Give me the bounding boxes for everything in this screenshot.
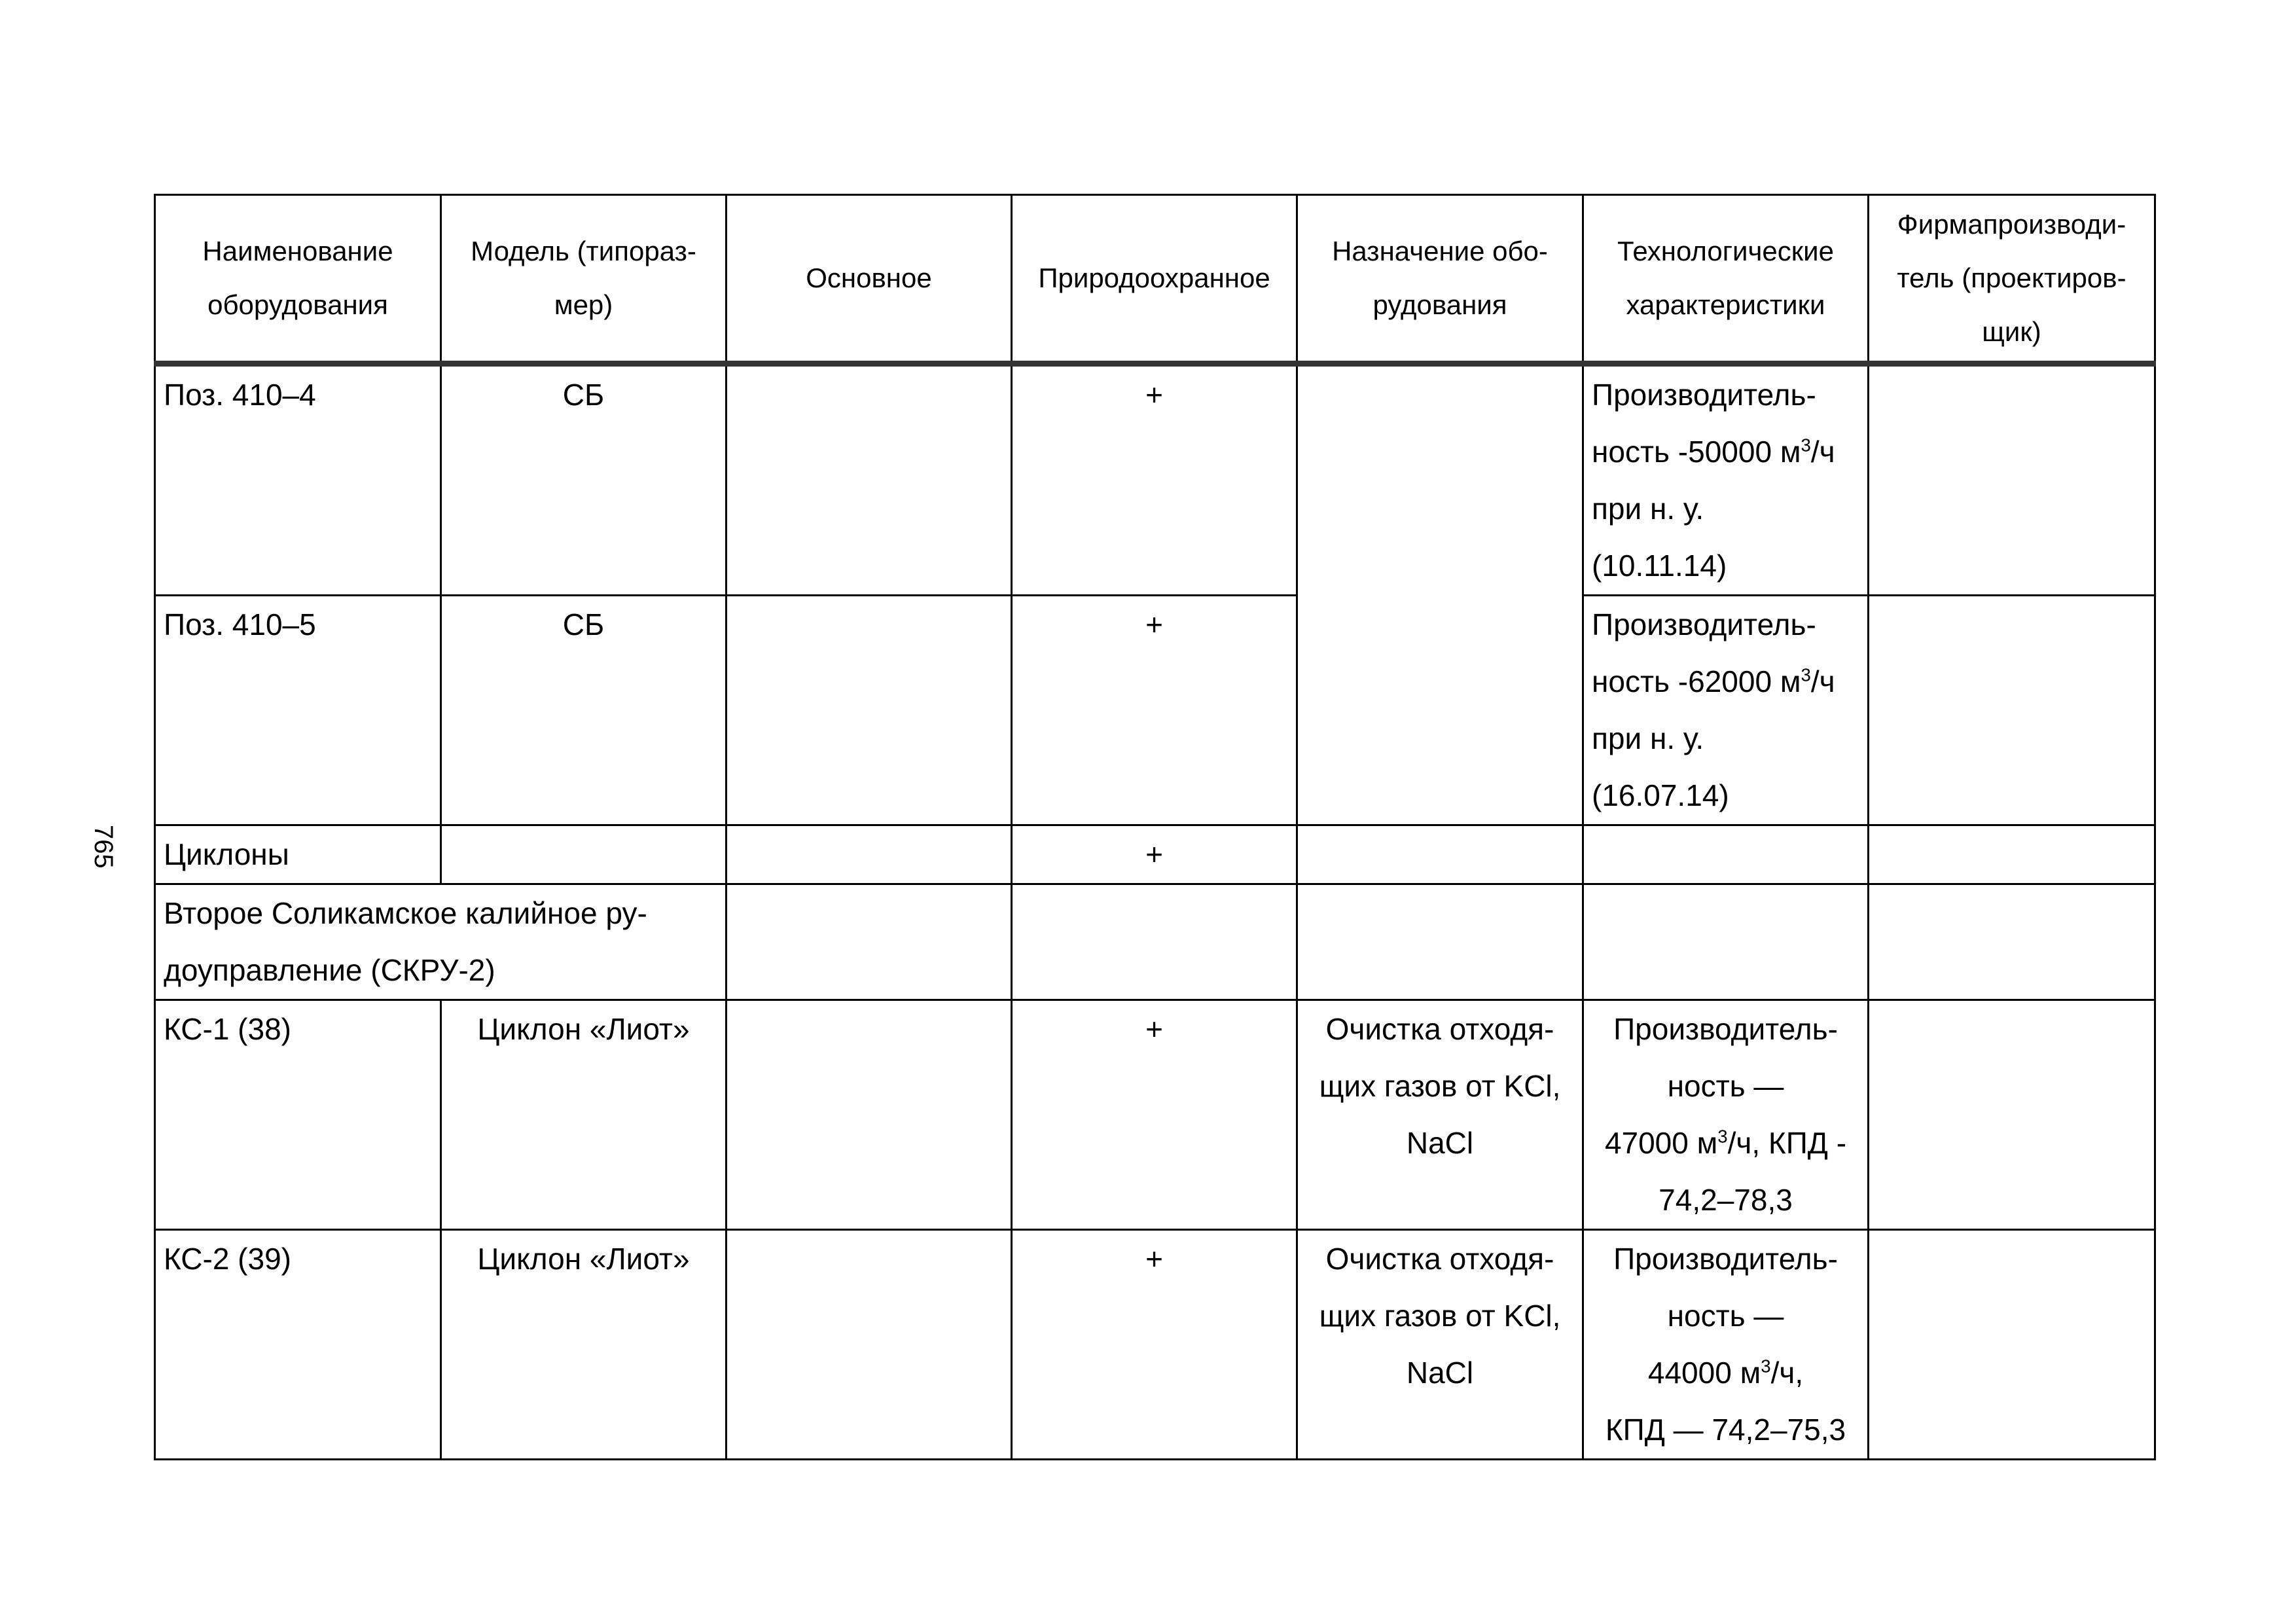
cell-name: Поз. 410–4 — [155, 364, 441, 596]
cell-name: КС-2 (39) — [155, 1230, 441, 1460]
cell-main — [726, 1000, 1012, 1230]
cell-model: Циклон «Лиот» — [441, 1230, 726, 1460]
cell-eco: + — [1012, 1000, 1297, 1230]
cell-model: СБ — [441, 596, 726, 825]
cell-eco: + — [1012, 364, 1297, 596]
cell-eco: + — [1012, 825, 1297, 884]
cell-model: Циклон «Лиот» — [441, 1000, 726, 1230]
header-main: Основное — [726, 195, 1012, 364]
cell-empty — [1869, 884, 2155, 1000]
cell-tech — [1583, 825, 1869, 884]
cell-tech: Производитель- ность — 47000 $м^3/ч$, КПД - 74,2–78,3 — [1583, 1000, 1869, 1230]
cell-maker — [1869, 825, 2155, 884]
cell-purpose-merged — [1297, 364, 1583, 825]
cell-main — [726, 1230, 1012, 1460]
cell-eco: + — [1012, 596, 1297, 825]
table-row — [155, 364, 2155, 596]
equipment-table — [154, 194, 2156, 1460]
table-row — [155, 1230, 2155, 1460]
page-number: 765 — [89, 825, 118, 869]
header-equipment-name: Наименование оборудования — [155, 195, 441, 364]
header-environmental: Природоохранное — [1012, 195, 1297, 364]
cell-purpose: Очистка отходя- щих газов от KCl, NaCl — [1297, 1230, 1583, 1460]
cell-main — [726, 364, 1012, 596]
cell-eco: + — [1012, 1230, 1297, 1460]
cell-model: СБ — [441, 364, 726, 596]
section-row — [155, 884, 2155, 1000]
cell-purpose: Очистка отходя- щих газов от KCl, NaCl — [1297, 1000, 1583, 1230]
cell-main — [726, 825, 1012, 884]
table-row — [155, 596, 2155, 825]
header-model: Модель (типораз- мер) — [441, 195, 726, 364]
cell-name: Поз. 410–5 — [155, 596, 441, 825]
cell-maker — [1869, 364, 2155, 596]
cell-maker — [1869, 1230, 2155, 1460]
header-manufacturer: Фирмапроизводи- тель (проектиров- щик) — [1869, 195, 2155, 364]
cell-tech: Производитель- ность — 44000 $м^3/ч$, КПД — 74,2–75,3 — [1583, 1230, 1869, 1460]
header-tech-specs: Технологические характеристики — [1583, 195, 1869, 364]
header-row — [155, 195, 2155, 364]
cell-maker — [1869, 596, 2155, 825]
cell-model — [441, 825, 726, 884]
cell-empty — [1297, 884, 1583, 1000]
cell-empty — [1583, 884, 1869, 1000]
cell-maker — [1869, 1000, 2155, 1230]
cell-empty — [726, 884, 1012, 1000]
cell-name: КС-1 (38) — [155, 1000, 441, 1230]
header-purpose: Назначение обо- рудования — [1297, 195, 1583, 364]
table-row — [155, 1000, 2155, 1230]
section-title: Второе Соликамское калийное ру- доуправление (СКРУ-2) — [155, 884, 726, 1000]
cell-name: Циклоны — [155, 825, 441, 884]
cell-main — [726, 596, 1012, 825]
cell-tech: Производитель- ность -50000 $м^3/ч$ при н. у. (10.11.14) — [1583, 364, 1869, 596]
cell-empty — [1012, 884, 1297, 1000]
cell-purpose — [1297, 825, 1583, 884]
cell-tech: Производитель- ность -62000 $м^3/ч$ при н. у. (16.07.14) — [1583, 596, 1869, 825]
table-row — [155, 825, 2155, 884]
